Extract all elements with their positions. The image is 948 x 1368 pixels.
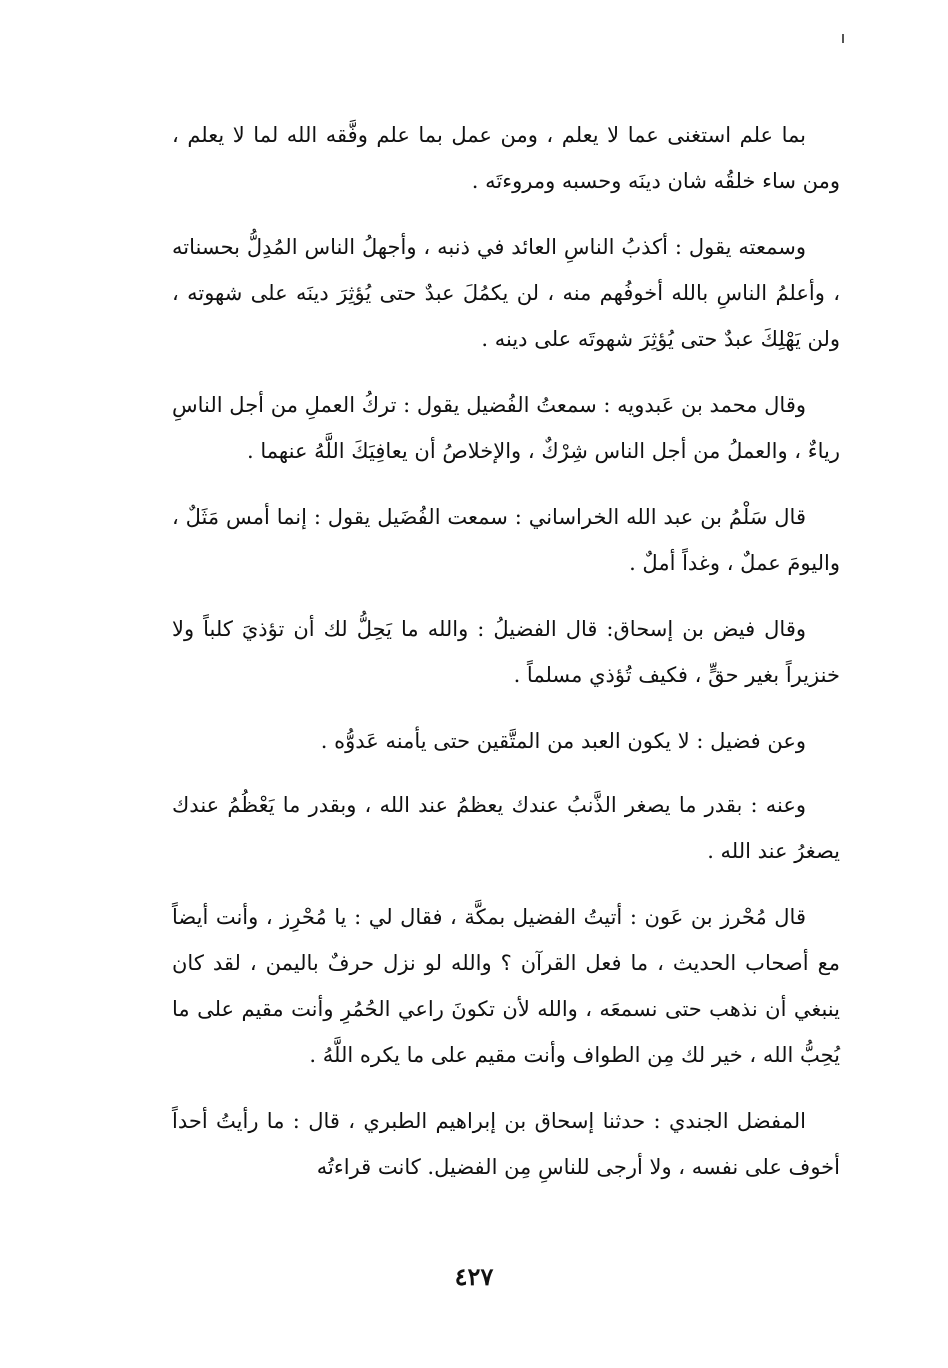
page-number: ٤٢٧ [454,1262,494,1291]
scan-mark [842,34,844,43]
paragraph-2: وسمعته يقول : أكذبُ الناسِ العائد في ذنبه ، وأجهلُ الناس المُدِلُّ بحسناته ، وأعلمُ الناسِ بالله أخوفُهم منه ، لن يكمُلَ عبدٌ حتى يُؤثِرَ دينَه على شهوته ، ولن يَهْلِكَ عبدٌ حتى يُؤثِرَ شهوتَه على دينه . [172,235,840,351]
paragraph-9: المفضل الجندي : حدثنا إسحاق بن إبراهيم الطبري ، قال : ما رأيتُ أحداً أخوف على نفسه ، ولا أرجى للناسِ مِن الفضيل. كانت قراءتُه [172,1109,840,1179]
paragraph-3: وقال محمد بن عَبدويه : سمعتُ الفُضيل يقول : تركُ العملِ من أجل الناسِ رياءٌ ، والعملُ من أجل الناس شِرْكٌ ، والإخلاصُ أن يعافِيَكَ اللَّهُ عنهما . [172,393,840,463]
paragraph-5: وقال فيض بن إسحاق: قال الفضيلُ : والله ما يَحِلُّ لك أن تؤذيَ كلباً ولا خنزيراً بغير حقٍّ ، فكيف تُؤذي مسلماً . [172,617,840,687]
body-text [172,112,840,1210]
paragraph-1: بما علم استغنى عما لا يعلم ، ومن عمل بما علم وفَّقه الله لما لا يعلم ، ومن ساء خلقُه شان دينَه وحسبه ومروءتَه . [172,123,840,193]
paragraph-6: وعن فضيل : لا يكون العبد من المتَّقين حتى يأمنه عَدوُّه . [320,729,806,753]
paragraph-8: قال مُحْرز بن عَون : أتيتُ الفضيل بمكَّة ، فقال لي : يا مُحْرِز ، وأنت أيضاً مع أصحاب الحديث ، ما فعل القرآن ؟ والله لو نزل حرفٌ باليمن ، لقد كان ينبغي أن نذهب حتى نسمعَه ، والله لأن تكونَ راعي الحُمُرِ وأنت مقيم على ما يُحِبُّ الله ، خير لك مِن الطواف وأنت مقيم على ما يكره اللَّهُ . [172,905,840,1067]
paragraph-7: وعنه : بقدر ما يصغر الذَّنبُ عندك يعظمُ عند الله ، وبقدر ما يَعْظُمُ عندك يصغرُ عند الله . [172,793,840,863]
paragraph-4: قال سَلْمُ بن عبد الله الخراساني : سمعت الفُضَيل يقول : إنما أمس مَثَلٌ ، واليومَ عملٌ ، وغداً أملٌ . [172,505,840,575]
